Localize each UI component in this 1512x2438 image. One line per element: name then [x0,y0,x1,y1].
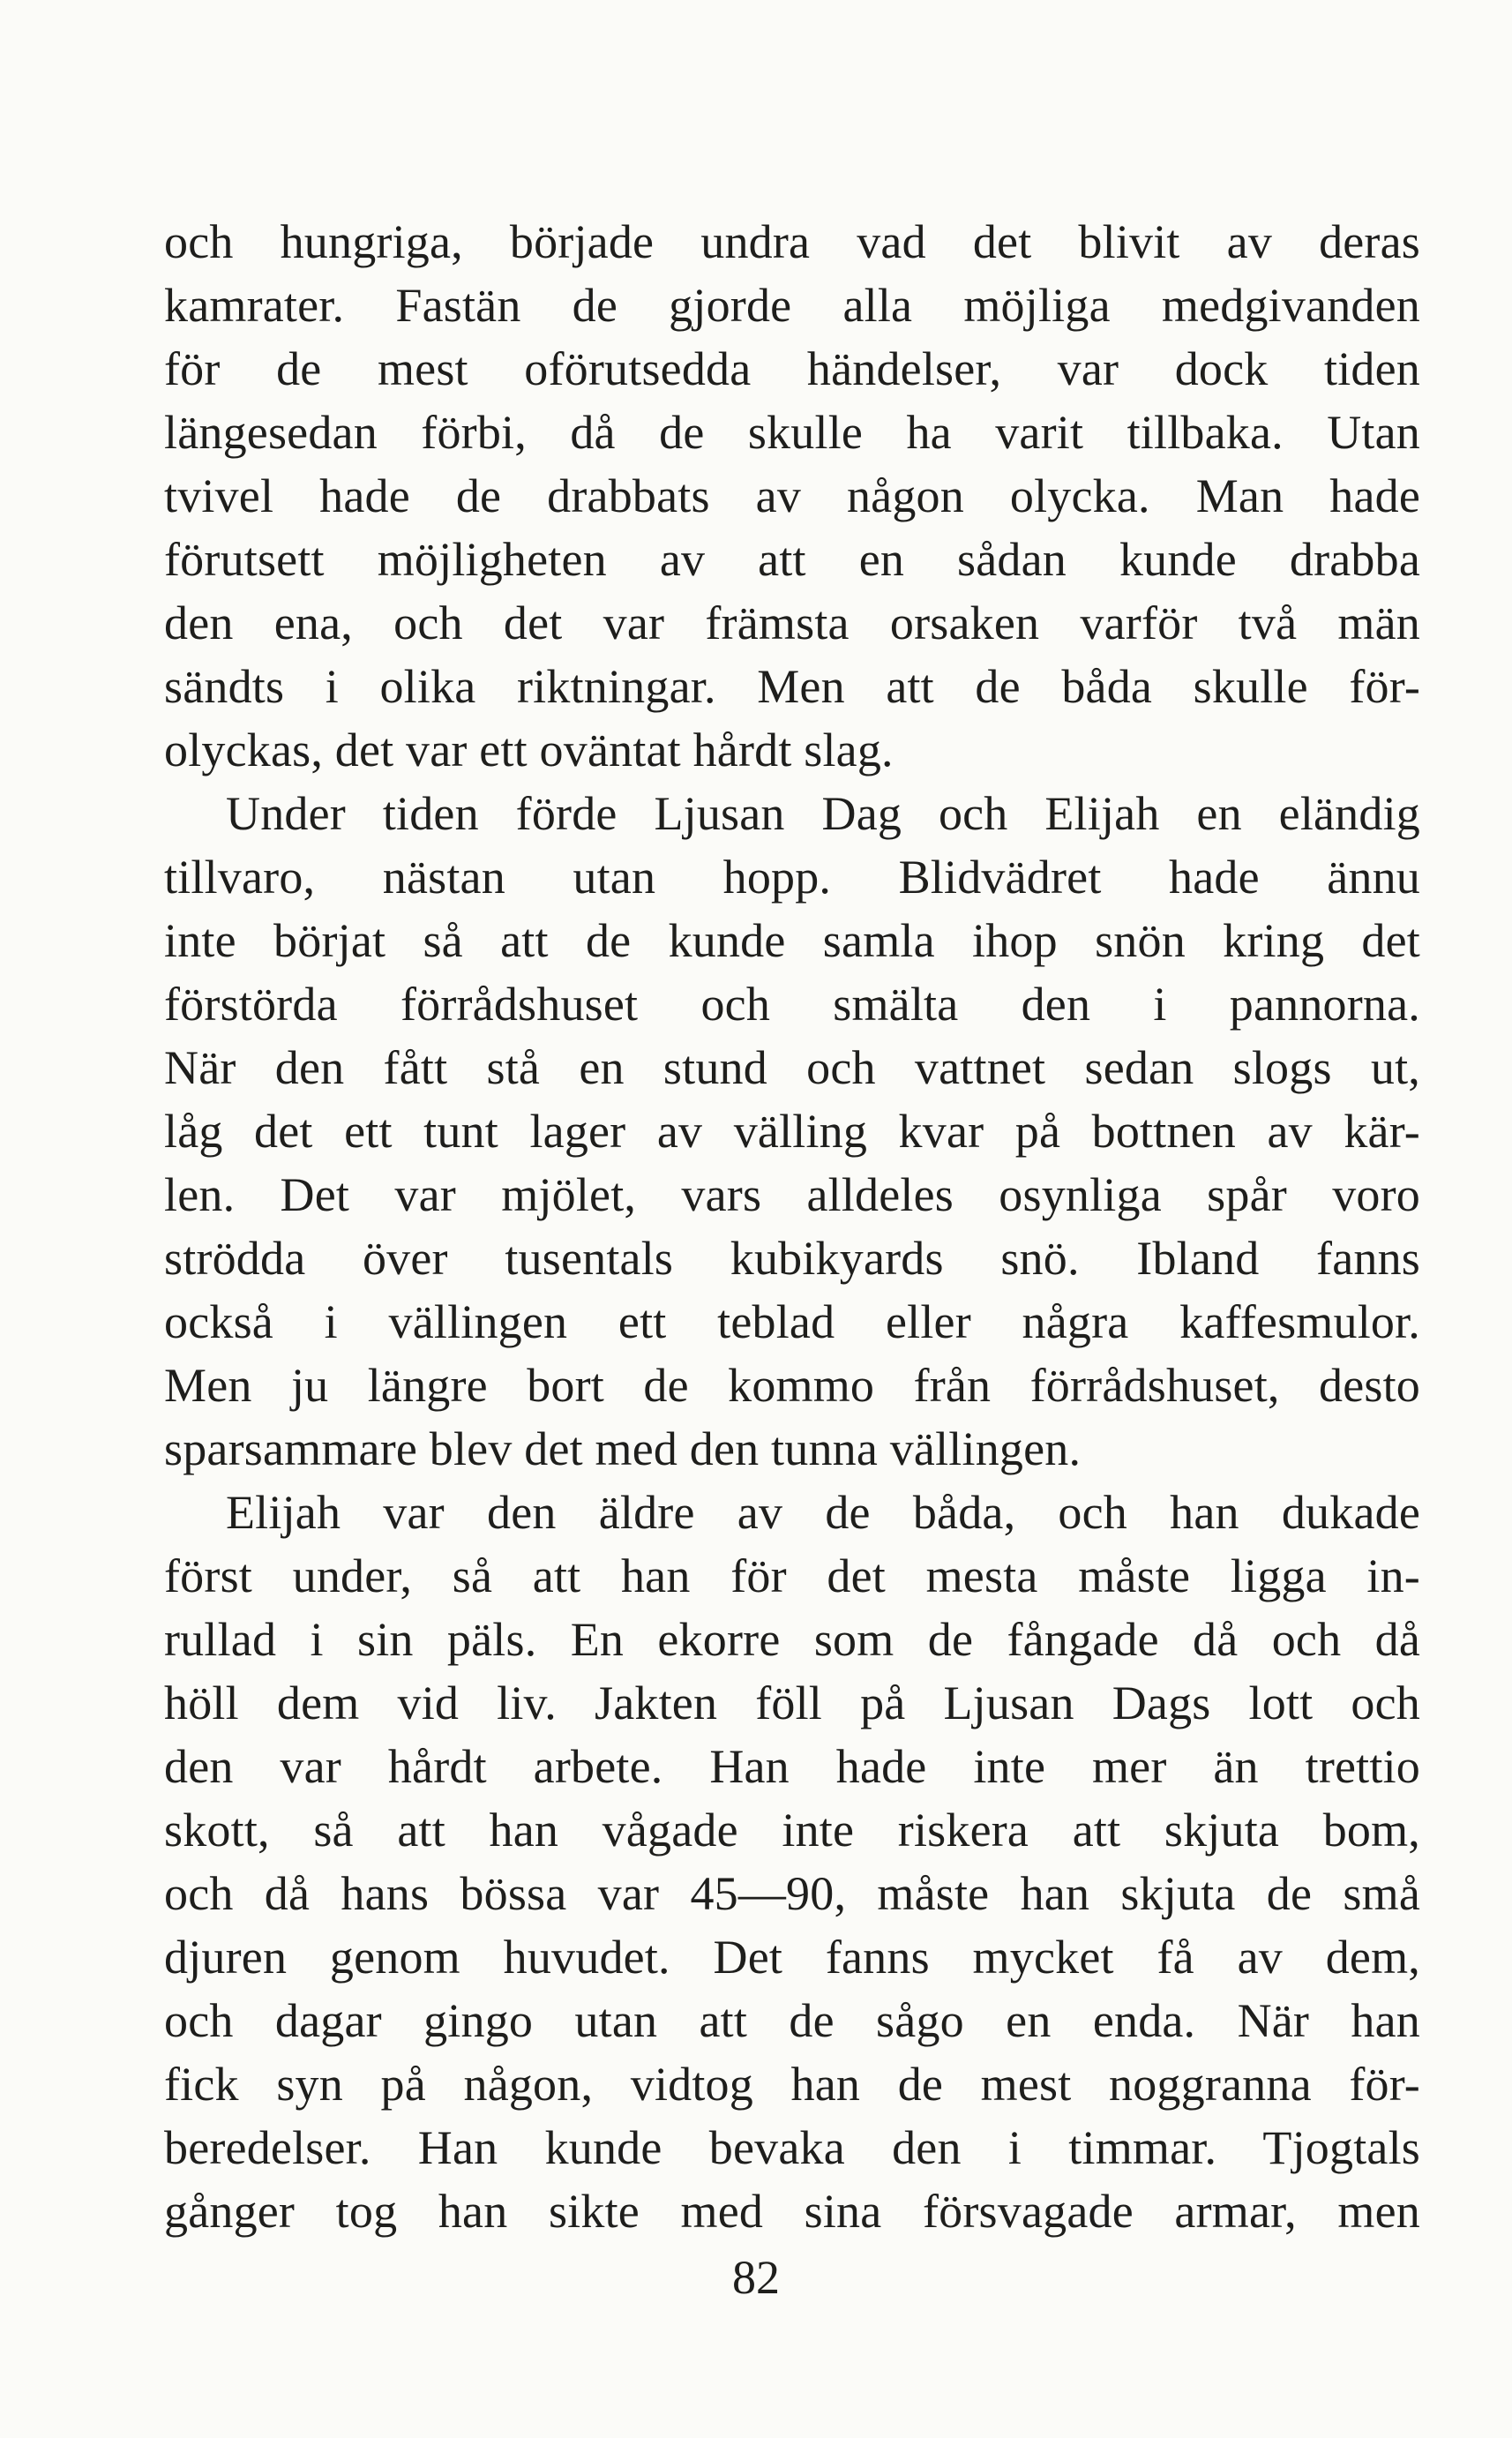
text-line: När den fått stå en stund och vattnet sedan slogs ut, [164,1041,1420,1094]
body-text [164,210,1420,2243]
text-line: och då hans bössa var 45—90, måste han skjuta de små [164,1867,1420,1920]
paragraph-start-line: Elijah var den äldre av de båda, och han dukade [226,1486,1420,1539]
text-line: beredelser. Han kunde bevaka den i timmar. Tjogtals [164,2121,1420,2174]
text-line: strödda över tusentals kubikyards snö. Ibland fanns [164,1232,1420,1285]
text-line: den var hårdt arbete. Han hade inte mer än trettio [164,1740,1420,1793]
text-line: tillvaro, nästan utan hopp. Blidvädret hade ännu [164,851,1420,904]
page-number: 82 [732,2251,780,2304]
text-line: och hungriga, började undra vad det blivit av deras [164,215,1420,268]
text-line: och dagar gingo utan att de sågo en enda. När han [164,1994,1420,2047]
text-line: tvivel hade de drabbats av någon olycka. Man hade [164,469,1420,522]
text-line: för de mest oförutsedda händelser, var dock tiden [164,342,1420,395]
text-line: gånger tog han sikte med sina försvagade armar, men [164,2185,1420,2238]
text-line: djuren genom huvudet. Det fanns mycket få av dem, [164,1931,1420,1984]
text-line: Men ju längre bort de kommo från förrådshuset, desto [164,1359,1420,1412]
text-line: låg det ett tunt lager av välling kvar på bottnen av kär- [164,1105,1420,1158]
text-line: sparsammare blev det med den tunna vällingen. [164,1422,1082,1475]
text-line: förstörda förrådshuset och smälta den i pannorna. [164,978,1420,1031]
text-line: len. Det var mjölet, vars alldeles osynliga spår voro [164,1168,1420,1221]
text-line: höll dem vid liv. Jakten föll på Ljusan Dags lott och [164,1677,1420,1729]
text-line: olyckas, det var ett oväntat hårdt slag. [164,724,894,776]
text-line: inte börjat så att de kunde samla ihop snön kring det [164,914,1420,967]
paragraph-start-line: Under tiden förde Ljusan Dag och Elijah en eländig [226,787,1420,840]
text-line: fick syn på någon, vidtog han de mest noggranna för- [164,2058,1420,2111]
text-line: förutsett möjligheten av att en sådan kunde drabba [164,533,1420,586]
text-line: först under, så att han för det mesta måste ligga in- [164,1549,1420,1602]
text-line: rullad i sin päls. En ekorre som de fångade då och då [164,1613,1420,1666]
text-line: kamrater. Fastän de gjorde alla möjliga medgivanden [164,279,1420,332]
text-line: längesedan förbi, då de skulle ha varit tillbaka. Utan [164,406,1420,459]
text-line: den ena, och det var främsta orsaken varför två män [164,596,1420,649]
text-line: skott, så att han vågade inte riskera att skjuta bom, [164,1804,1420,1857]
text-line: sändts i olika riktningar. Men att de båda skulle för- [164,660,1420,713]
text-line: också i vällingen ett teblad eller några kaffesmulor. [164,1295,1420,1348]
